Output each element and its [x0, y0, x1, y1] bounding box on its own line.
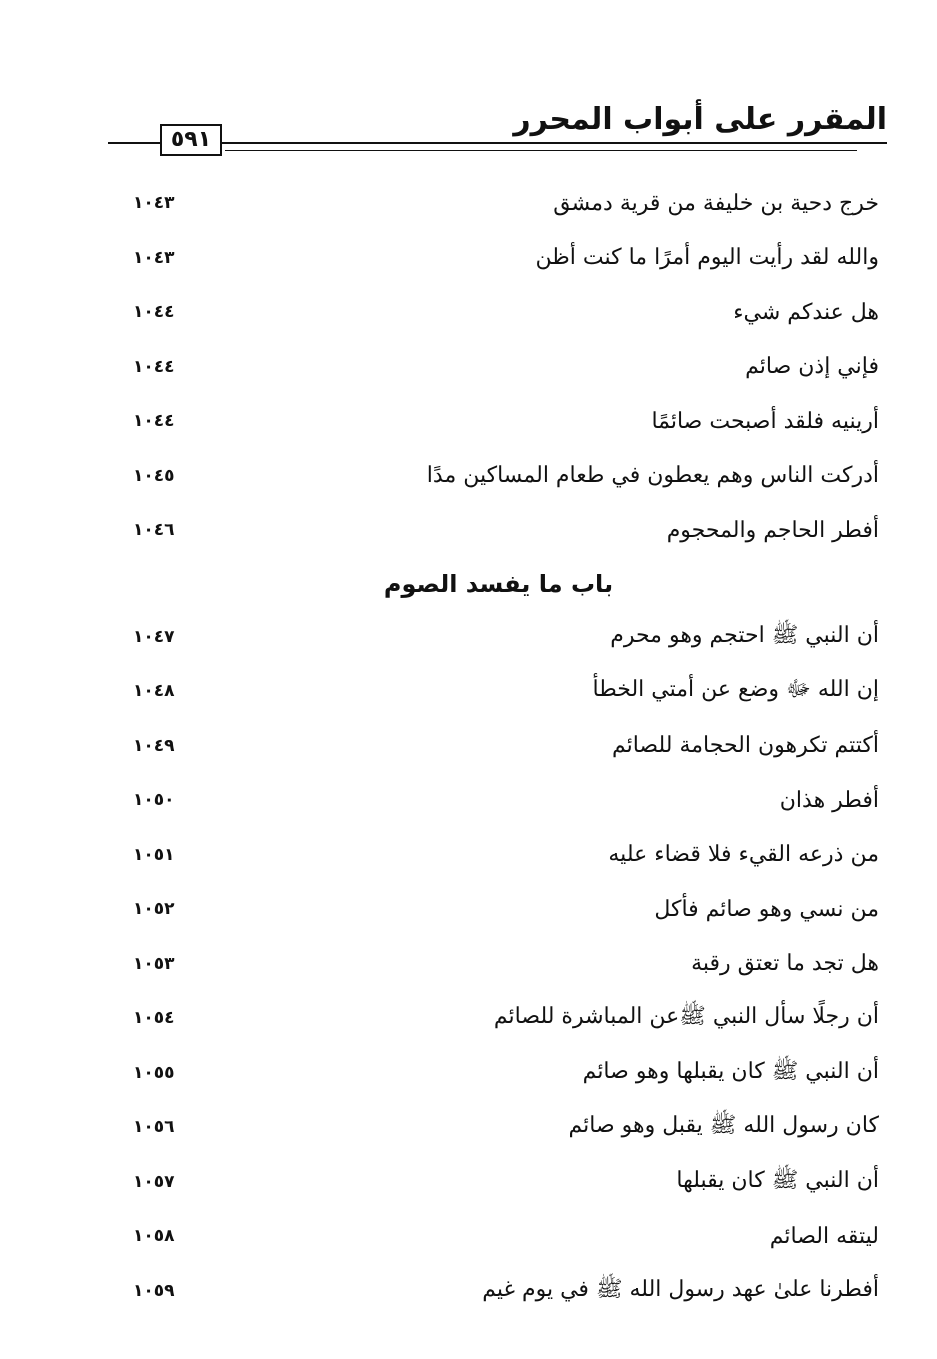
index-entry — [0, 610, 937, 665]
entry-number: ١٠٥٤ — [133, 1008, 175, 1029]
index-list — [0, 176, 937, 1318]
entry-number: ١٠٤٦ — [133, 520, 175, 541]
index-entry — [0, 1209, 937, 1264]
index-entry — [0, 664, 937, 719]
entry-text: أفطر هذان — [779, 787, 879, 813]
entry-number: ١٠٤٤ — [133, 356, 175, 377]
entry-text: هل عندكم شيء — [733, 299, 879, 325]
entry-text: كان رسول الله ﷺ يقبل وهو صائم — [568, 1113, 879, 1139]
entry-number: ١٠٥٦ — [133, 1117, 175, 1138]
index-entry — [0, 449, 937, 504]
index-entry — [0, 991, 937, 1046]
index-entry — [0, 719, 937, 774]
entry-number: ١٠٥٥ — [133, 1062, 175, 1083]
entry-text: ليتقه الصائم — [769, 1223, 879, 1249]
index-entry — [0, 828, 937, 883]
entry-text: فإني إذن صائم — [745, 354, 879, 380]
entry-text: أفطرنا علىٰ عهد رسول الله ﷺ في يوم غيم — [482, 1276, 879, 1302]
index-entry — [0, 1264, 937, 1319]
entry-text: خرج دحية بن خليفة من قرية دمشق — [553, 190, 879, 216]
entry-text: إن الله ﷻ وضع عن أمتي الخطأ — [592, 677, 879, 703]
entry-number: ١٠٤٤ — [133, 411, 175, 432]
index-entry — [0, 937, 937, 992]
index-entry — [0, 1155, 937, 1210]
entry-number: ١٠٥٢ — [133, 899, 175, 920]
section-heading-row — [0, 558, 937, 610]
header-rule-thin — [225, 150, 857, 151]
index-entry — [0, 340, 937, 395]
index-entry — [0, 231, 937, 286]
entry-text: أفطر الحاجم والمحجوم — [666, 517, 879, 543]
index-entry — [0, 503, 937, 558]
entry-number: ١٠٥٧ — [133, 1171, 175, 1192]
entry-text: أن النبي ﷺ كان يقبلها وهو صائم — [582, 1058, 879, 1084]
entry-text: والله لقد رأيت اليوم أمرًا ما كنت أظن — [535, 245, 879, 271]
page-number: ٥٩١ — [160, 124, 222, 156]
entry-number: ١٠٥٠ — [133, 790, 175, 811]
entry-number: ١٠٥١ — [133, 844, 175, 865]
entry-number: ١٠٥٨ — [133, 1226, 175, 1247]
entry-text: من نسي وهو صائم فأكل — [654, 896, 879, 922]
entry-number: ١٠٤٧ — [133, 626, 175, 647]
entry-number: ١٠٤٩ — [133, 735, 175, 756]
index-entry — [0, 1046, 937, 1101]
entry-text: أن النبي ﷺ احتجم وهو محرم — [610, 622, 879, 648]
entry-text: أن النبي ﷺ كان يقبلها — [676, 1167, 879, 1193]
running-header-title: المقرر على أبواب المحرر — [513, 102, 887, 137]
section-heading: باب ما يفسد الصوم — [383, 569, 614, 598]
entry-text: من ذرعه القيء فلا قضاء عليه — [608, 842, 879, 868]
entry-text: أدركت الناس وهم يعطون في طعام المساكين مدًا — [426, 463, 879, 489]
header-rule — [108, 142, 887, 144]
entry-number: ١٠٥٩ — [133, 1280, 175, 1301]
entry-text: أرينيه فلقد أصبحت صائمًا — [651, 408, 879, 434]
entry-number: ١٠٤٨ — [133, 681, 175, 702]
entry-text: أكتتم تكرهون الحجامة للصائم — [611, 733, 879, 759]
entry-number: ١٠٤٤ — [133, 302, 175, 323]
entry-number: ١٠٤٣ — [133, 247, 175, 268]
entry-text: أن رجلًا سأل النبي ﷺعن المباشرة للصائم — [493, 1004, 879, 1030]
index-entry — [0, 176, 937, 231]
index-entry — [0, 394, 937, 449]
entry-number: ١٠٤٣ — [133, 193, 175, 214]
index-entry — [0, 1100, 937, 1155]
entry-number: ١٠٥٣ — [133, 953, 175, 974]
index-entry — [0, 285, 937, 340]
index-entry — [0, 882, 937, 937]
entry-number: ١٠٤٥ — [133, 465, 175, 486]
index-entry — [0, 773, 937, 828]
entry-text: هل تجد ما تعتق رقبة — [691, 951, 879, 977]
